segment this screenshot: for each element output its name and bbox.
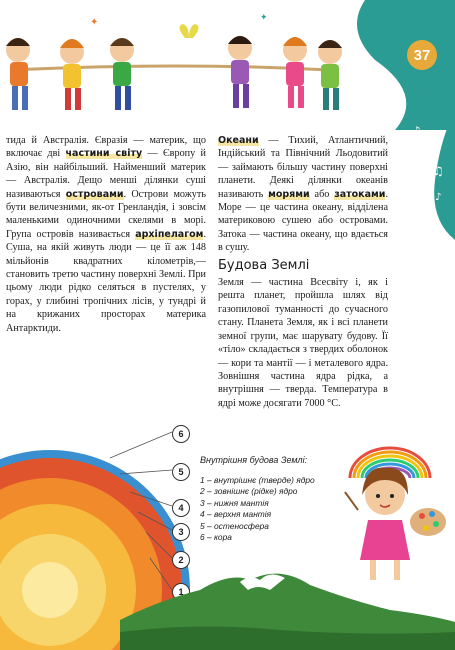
text-run: — Європу й Азію, він найбільший. Найменший материк — Австралія. Дещо менші ділянки суші називаються [6, 148, 206, 200]
legend-item: 6 – кора [200, 532, 232, 542]
text-run: . Море — це частина океану, відділена материковою сушею або островами. Затока — частина океану, що вдається в сушу. [218, 188, 388, 254]
svg-text:♪: ♪ [435, 192, 442, 203]
kids-tug-of-war-illustration [0, 0, 455, 140]
legend-item: 3 – нижня мантія [200, 497, 269, 508]
callout-number: 6 [172, 425, 190, 443]
page-number-badge: 37 [407, 40, 437, 70]
legend-item: 5 – остеносфера [200, 520, 269, 531]
callout-number: 3 [172, 523, 190, 541]
legend-item: 4 – верхня мантія [200, 509, 272, 519]
legend-title: Внутрішня будова Землі: [200, 455, 308, 465]
callout-number: 1 [172, 583, 190, 601]
text-run: тида й Австралія. Євразія — материк, що включає дві [6, 135, 206, 160]
svg-text:♪: ♪ [413, 124, 421, 138]
callout-number: 2 [172, 551, 190, 569]
svg-text:✦: ✦ [260, 13, 268, 23]
earth-structure-legend [200, 455, 340, 544]
keyword: Океани [218, 135, 259, 146]
callout-number: 4 [172, 499, 190, 517]
keyword: морями [268, 188, 310, 200]
svg-text:✦: ✦ [90, 17, 99, 28]
legend-item: 2 – зовнішнє (рідке) ядро [200, 486, 298, 496]
section-title: Будова Землі [218, 257, 310, 273]
keyword: затоками [334, 188, 386, 200]
callout-number: 5 [172, 463, 190, 481]
keyword: островами [65, 188, 124, 200]
keyword: частини світу [65, 148, 143, 160]
text-run: або [309, 188, 335, 200]
text-run: — Тихий, Атлантичний, Індійський та Північний Льодовитий — займають більшу частину поверхні планети. Деякі ділянки океанів називають [218, 135, 388, 200]
svg-text:♫: ♫ [433, 164, 444, 178]
right-column-text [218, 134, 388, 410]
text-run: . Суша, на якій живуть люди — це її аж 148 мільйонів квадратних кілометрів,— становить третю частину поверхні Землі. При цьому люди рідко селяться в пустелях, у горах, у глибині тропічних лісів, у тундрі й на крижаних просторах материка Антарктиди. [6, 228, 206, 334]
left-column-text [6, 134, 206, 335]
girl-painter-illustration [340, 450, 450, 590]
text-run: . Острови можуть бути величезними, як-от Гренландія, і зовсім маленькими одиночними скелями в морі. Група островів називається [6, 188, 206, 240]
section-body: Земля — частина Всесвіту і, як і решта планет, пройшла шлях від газопилової туманності до сучасного стану. Планета Земля, як і всі планети земної групи, має шарувату будову. Її «тіло» складається з твердих оболонок — кори та мантії — і металевого ядра. Зовнішня частина ядра рідка, а внутрішня — тверда. Температура в ядрі може досягати 7000 °С. [218, 277, 388, 409]
keyword: архіпелагом [135, 228, 204, 240]
legend-item: 1 – внутрішнє (тверде) ядро [200, 474, 315, 485]
